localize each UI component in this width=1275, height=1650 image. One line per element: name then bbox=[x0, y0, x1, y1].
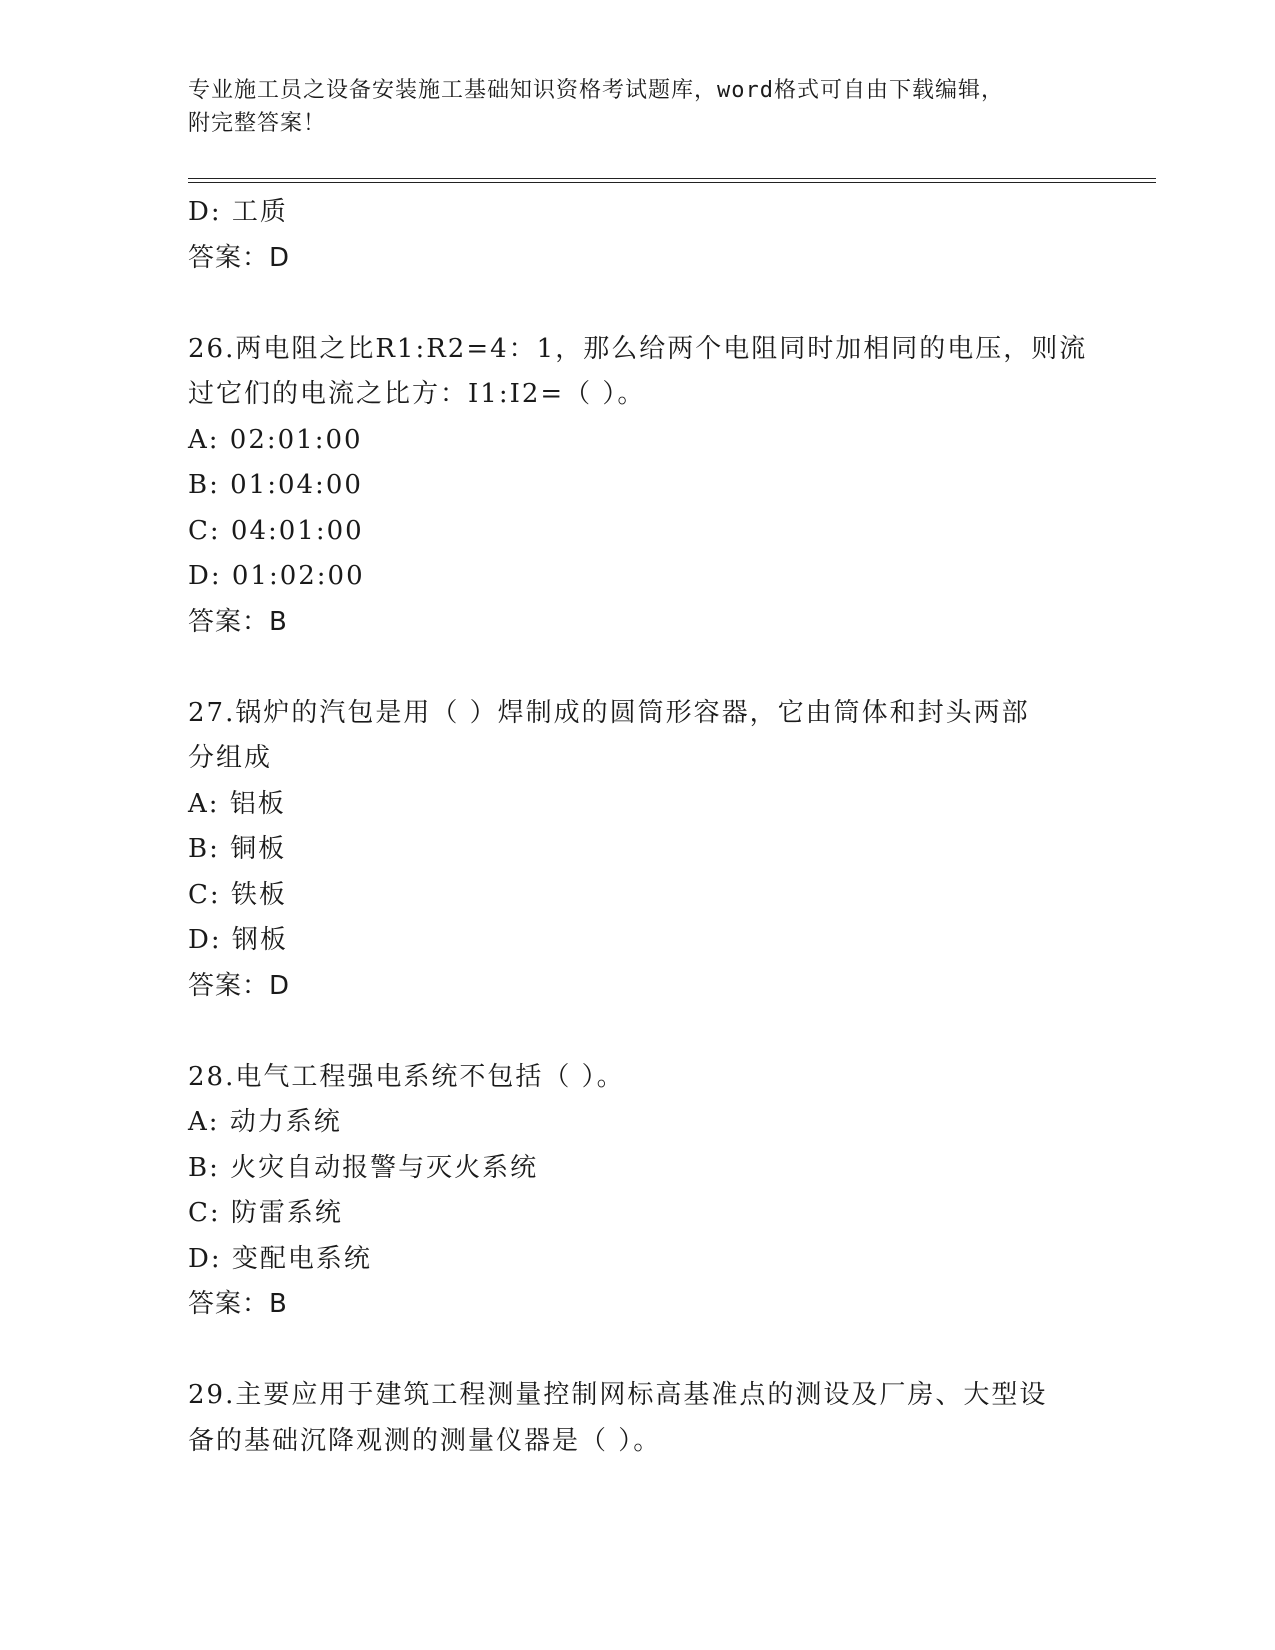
option-d: D: 01:02:00 bbox=[188, 561, 365, 591]
question-list bbox=[188, 190, 1088, 1464]
question-stem-line: 备的基础沉降观测的测量仪器是（ ）。 bbox=[188, 1425, 662, 1456]
question-stem-line: 27.锅炉的汽包是用（ ）焊制成的圆筒形容器，它由筒体和封头两部 bbox=[188, 697, 1030, 728]
question-gap bbox=[188, 281, 1088, 327]
header-line-1: 专业施工员之设备安装施工基础知识资格考试题库，word格式可自由下载编辑， bbox=[188, 78, 1004, 103]
answer-line: 答案：B bbox=[188, 1289, 288, 1319]
question-stem-line: 28.电气工程强电系统不包括（ ）。 bbox=[188, 1061, 625, 1092]
question-26 bbox=[188, 327, 1088, 646]
header-line-2: 附完整答案！ bbox=[188, 111, 327, 136]
option-a: A: 动力系统 bbox=[188, 1107, 342, 1137]
option-a: A: 02:01:00 bbox=[188, 424, 363, 455]
option-c: C: 防雷系统 bbox=[188, 1198, 343, 1228]
question-27 bbox=[188, 691, 1088, 1010]
option-d: D: 变配电系统 bbox=[188, 1243, 372, 1274]
option-c: C: 04:01:00 bbox=[188, 515, 364, 546]
question-stem-line: 26.两电阻之比R1:R2=4：1，那么给两个电阻同时加相同的电压，则流 bbox=[188, 333, 1088, 364]
question-gap bbox=[188, 1328, 1088, 1374]
answer-line: 答案：B bbox=[188, 606, 288, 637]
option-b: B: 01:04:00 bbox=[188, 470, 363, 500]
question-29 bbox=[188, 1373, 1088, 1464]
answer-line: 答案：D bbox=[188, 970, 291, 1001]
option-b: B: 铜板 bbox=[188, 834, 287, 864]
option-a: A: 铝板 bbox=[188, 788, 286, 819]
option-d: D: 工质 bbox=[188, 197, 288, 227]
question-28 bbox=[188, 1055, 1088, 1328]
option-c: C: 铁板 bbox=[188, 879, 287, 910]
header-double-rule bbox=[188, 178, 1156, 183]
document-header bbox=[188, 74, 1088, 140]
question-gap bbox=[188, 645, 1088, 691]
question-stem-line: 分组成 bbox=[188, 743, 273, 773]
question-stem-line: 29.主要应用于建筑工程测量控制网标高基准点的测设及厂房、大型设 bbox=[188, 1380, 1048, 1410]
answer-line: 答案：D bbox=[188, 242, 291, 273]
question-stem-line: 过它们的电流之比方：I1:I2=（ ）。 bbox=[188, 379, 646, 409]
question-gap bbox=[188, 1009, 1088, 1055]
option-b: B: 火灾自动报警与灭火系统 bbox=[188, 1152, 539, 1183]
option-d: D: 钢板 bbox=[188, 925, 288, 955]
